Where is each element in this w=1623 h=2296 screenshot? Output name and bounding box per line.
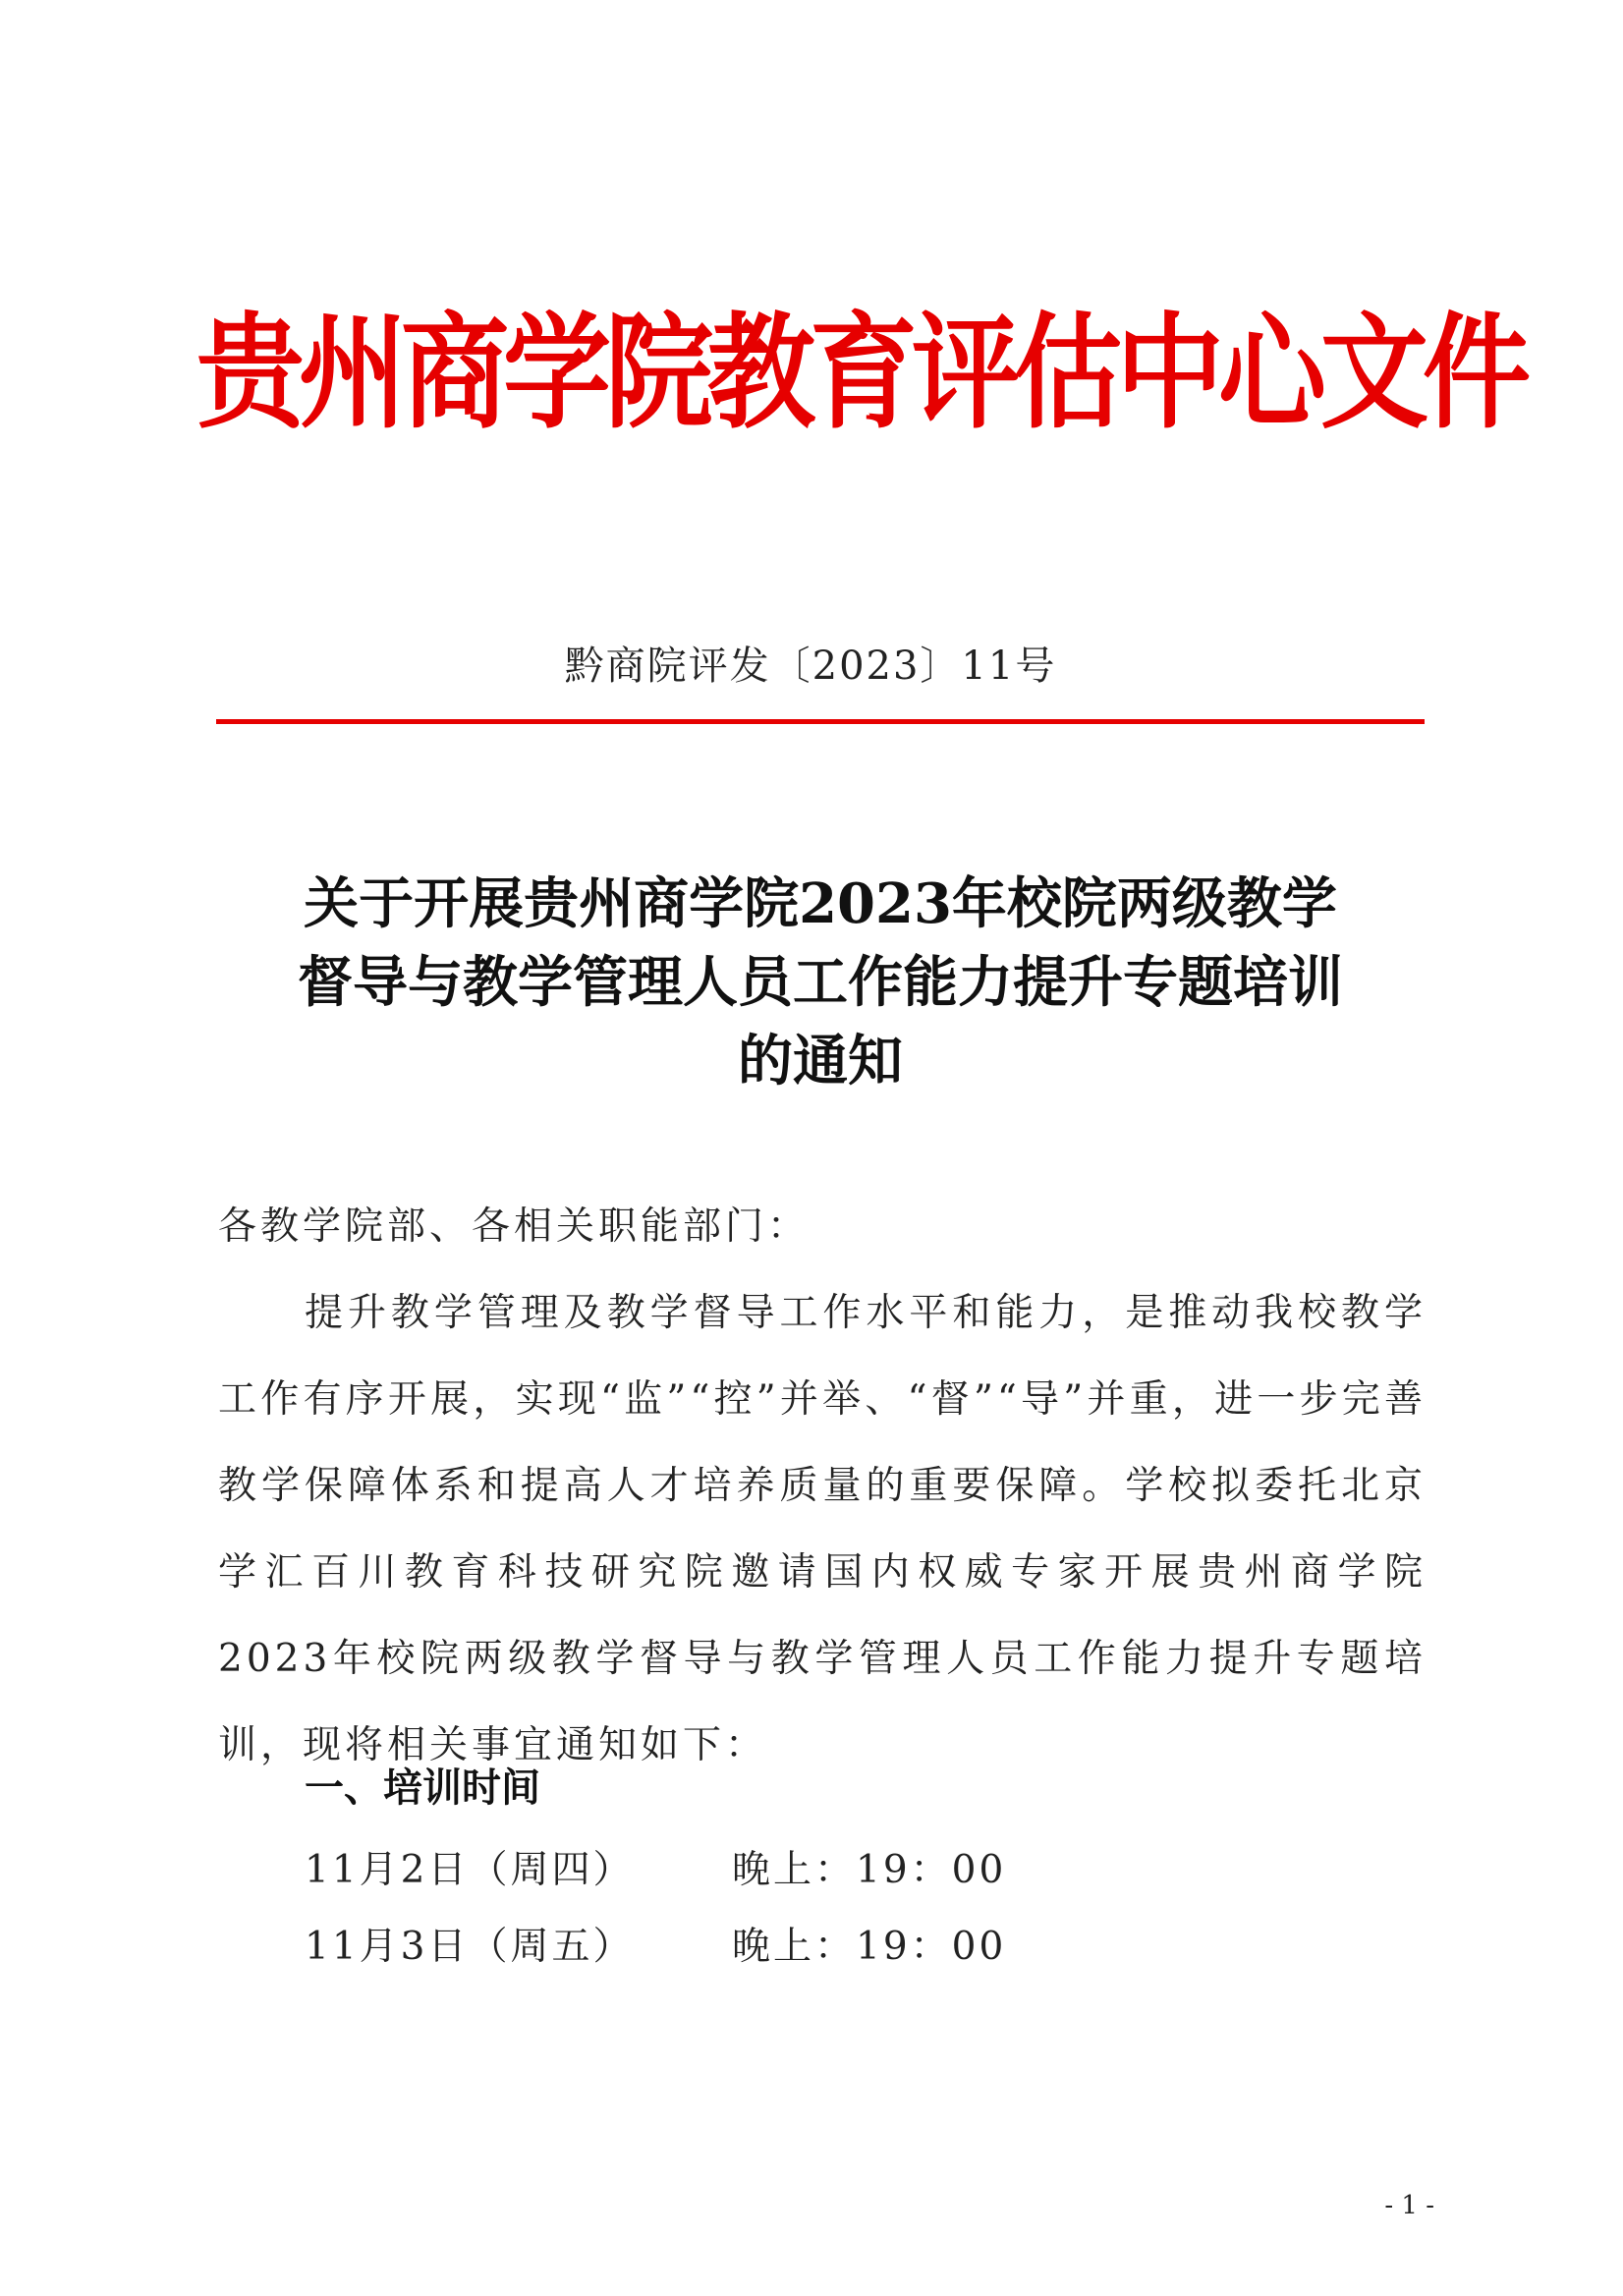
salutation: 各教学院部、各相关职能部门： [218,1204,811,1249]
red-divider-line [216,719,1425,724]
notice-title [216,865,1425,1100]
page-number: - 1 - [1384,2191,1434,2220]
notice-title-line-1: 关于开展贵州商学院2023年校院两级教学 [304,871,1337,936]
schedule-time: 晚上：19：00 [732,1848,1007,1892]
intro-paragraph: 提升教学管理及教学督导工作水平和能力，是推动我校教学工作有序开展，实现“监”“控”并举、“督”“导”并重，进一步完善教学保障体系和提高人才培养质量的重要保障。学校拟委托北京学汇百川教育科技研究院邀请国内权威专家开展贵州商学院2023年校院两级教学督导与教学管理人员工作能力提升专题培训，现将相关事宜通知如下： [218,1291,1427,1767]
schedule-time: 晚上：19：00 [732,1925,1007,1969]
training-schedule [305,1832,1006,1986]
schedule-row [305,1909,1006,1986]
schedule-date: 11月3日（周五） [305,1925,635,1969]
notice-body [218,1184,1427,1789]
section-heading-training-time: 一、培训时间 [305,1765,540,1811]
notice-title-line-3: 的通知 [738,1029,903,1093]
schedule-date: 11月2日（周四） [305,1848,635,1892]
schedule-row [305,1832,1006,1909]
document-number: 黔商院评发〔2023〕11号 [564,644,1057,689]
notice-title-line-2: 督导与教学管理人员工作能力提升专题培训 [298,950,1343,1015]
masthead-title: 贵州商学院教育评估中心文件 [196,300,1525,446]
